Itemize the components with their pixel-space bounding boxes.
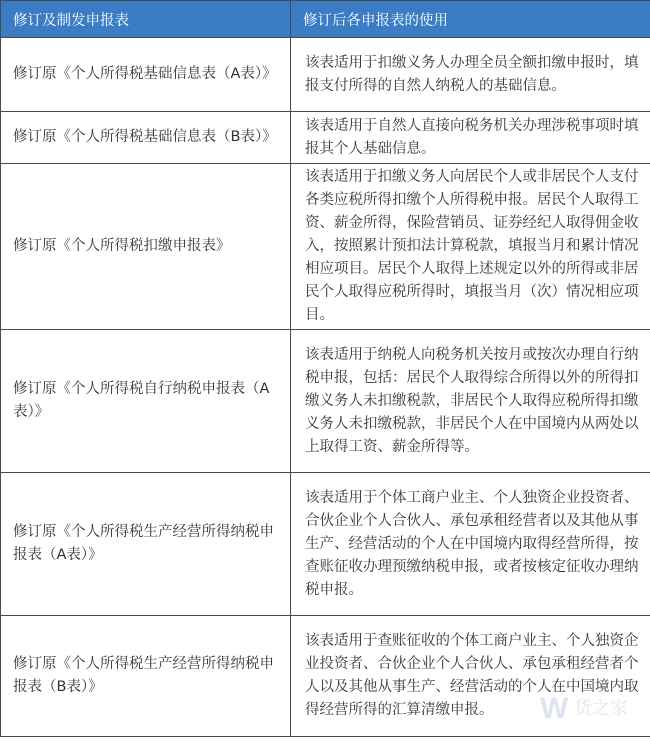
- usage-cell: 该表适用于个体工商户业主、个人独资企业投资者、合伙企业个人合伙人、承包承租经营者以及其他从事生产、经营活动的个人在中国境内取得经营所得，按查账征收办理预缴纳税申报，或者按核定征收办理纳税申报。: [291, 473, 650, 616]
- form-name-cell: 修订原《个人所得税生产经营所得纳税申报表（B表）》: [1, 616, 291, 737]
- table-row: [1, 330, 650, 473]
- form-name-cell: 修订原《个人所得税生产经营所得纳税申报表（A表）》: [1, 473, 291, 616]
- header-usage: 修订后各申报表的使用: [291, 1, 650, 38]
- usage-cell: 该表适用于扣缴义务人向居民个人或非居民个人支付各类应税所得扣缴个人所得税申报。居民个人取得工资、薪金所得，保险营销员、证券经纪人取得佣金收入，按照累计预扣法计算税款，填报当月和累计情况相应项目。居民个人取得上述规定以外的所得或非居民个人取得应税所得时，填报当月（次）情况相应项目。: [291, 164, 650, 330]
- form-name-cell: 修订原《个人所得税扣缴申报表》: [1, 164, 291, 330]
- table-row: [1, 616, 650, 737]
- usage-cell: 该表适用于自然人直接向税务机关办理涉税事项时填报其个人基础信息。: [291, 112, 650, 164]
- table-header-row: [1, 1, 650, 38]
- usage-cell: 该表适用于查账征收的个体工商户业主、个人独资企业投资者、合伙企业个人合伙人、承包承租经营者个人以及其他从事生产、经营活动的个人在中国境内取得经营所得的汇算清缴申报。: [291, 616, 650, 737]
- usage-cell: 该表适用于纳税人向税务机关按月或按次办理自行纳税申报，包括：居民个人取得综合所得以外的所得扣缴义务人未扣缴税款，非居民个人取得应税所得扣缴义务人未扣缴税款，非居民个人在中国境内从两处以上取得工资、薪金所得等。: [291, 330, 650, 473]
- form-name-cell: 修订原《个人所得税自行纳税申报表（A表）》: [1, 330, 291, 473]
- watermark-w-mark: W: [540, 692, 569, 725]
- table-row: [1, 38, 650, 112]
- watermark-text: 货之家: [574, 698, 628, 719]
- table-row: [1, 112, 650, 164]
- header-form: 修订及制发申报表: [1, 1, 291, 38]
- usage-cell: 该表适用于扣缴义务人办理全员全额扣缴申报时，填报支付所得的自然人纳税人的基础信息。: [291, 38, 650, 112]
- form-name-cell: 修订原《个人所得税基础信息表（B表）》: [1, 112, 291, 164]
- table-row: [1, 164, 650, 330]
- form-name-cell: 修订原《个人所得税基础信息表（A表）》: [1, 38, 291, 112]
- table-row: [1, 473, 650, 616]
